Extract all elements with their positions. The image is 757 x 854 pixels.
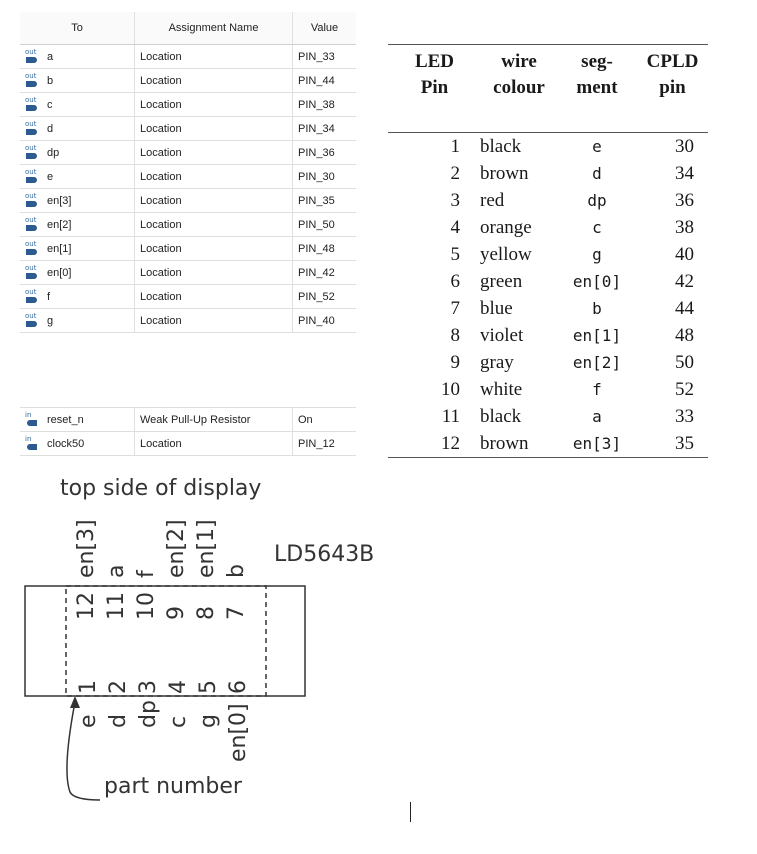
cell-assignment-name[interactable]: Location [135, 261, 293, 285]
cell-to[interactable] [20, 189, 135, 213]
bottom-pin-number: 4 [166, 680, 191, 694]
pin-out-icon: out [25, 98, 41, 112]
signal-name: c [47, 98, 53, 111]
cell-assignment-name[interactable]: Location [135, 213, 293, 237]
signal-name: en[0] [47, 266, 72, 279]
cell-segment: d [592, 164, 602, 183]
header-value[interactable]: Value [293, 12, 357, 45]
cell-segment: dp [587, 191, 607, 210]
cell-cpld-pin: 33 [675, 405, 694, 427]
cell-to[interactable] [20, 117, 135, 141]
cell-wire-colour: white [480, 378, 523, 400]
pin-out-icon: out [25, 122, 41, 136]
led-mapping-table [388, 44, 708, 458]
led-row [388, 241, 708, 268]
cell-cpld-pin: 42 [675, 270, 694, 292]
cell-value[interactable]: PIN_36 [293, 141, 357, 165]
cell-wire-colour: black [480, 405, 522, 427]
cell-value[interactable]: PIN_33 [293, 45, 357, 69]
cell-led-pin: 4 [450, 216, 460, 238]
led-row [388, 187, 708, 214]
assignment-row[interactable] [20, 237, 356, 261]
assignment-row[interactable] [20, 165, 356, 189]
display-body-outline [25, 586, 305, 696]
cell-segment: b [592, 299, 602, 318]
cell-led-pin: 8 [450, 324, 460, 346]
cell-cpld-pin: 44 [675, 297, 694, 319]
cell-cpld-pin: 38 [675, 216, 694, 238]
cell-value[interactable]: On [293, 408, 357, 432]
pin-out-icon: out [25, 146, 41, 160]
cell-led-pin: 10 [441, 378, 460, 400]
cell-segment: c [592, 218, 602, 237]
cell-assignment-name[interactable]: Location [135, 45, 293, 69]
cell-wire-colour: brown [480, 162, 529, 184]
cell-led-pin: 2 [450, 162, 460, 184]
cell-assignment-name[interactable]: Location [135, 309, 293, 333]
signal-name: a [47, 50, 54, 63]
pin-in-icon: in [25, 437, 41, 451]
part-number-label: part number [104, 774, 242, 799]
top-pin-number: 11 [104, 592, 129, 620]
cell-assignment-name[interactable]: Location [135, 237, 293, 261]
assignment-row[interactable] [20, 408, 356, 432]
cell-value[interactable]: PIN_34 [293, 117, 357, 141]
cell-led-pin: 1 [450, 135, 460, 157]
assignment-header-row [20, 12, 356, 45]
cell-wire-colour: gray [480, 351, 514, 373]
cell-assignment-name[interactable]: Location [135, 189, 293, 213]
cell-segment: en[1] [572, 326, 622, 345]
cell-cpld-pin: 36 [675, 189, 694, 211]
cell-assignment-name[interactable]: Location [135, 117, 293, 141]
cell-assignment-name[interactable]: Location [135, 165, 293, 189]
cell-led-pin: 11 [441, 405, 460, 427]
cell-value[interactable]: PIN_30 [293, 165, 357, 189]
bottom-pin-number: 3 [136, 680, 161, 694]
cell-segment: en[2] [572, 353, 622, 372]
assignment-row[interactable] [20, 213, 356, 237]
header-led-pin-line1: LED [414, 51, 455, 72]
text-cursor [410, 802, 411, 822]
pin-in-icon: in [25, 413, 41, 427]
assignment-row[interactable] [20, 93, 356, 117]
bottom-pin-number: 2 [106, 680, 131, 694]
led-row [388, 295, 708, 322]
bottom-pin-signal: dp [136, 700, 161, 728]
assignment-row[interactable] [20, 69, 356, 93]
cell-assignment-name[interactable]: Location [135, 93, 293, 117]
cell-to[interactable] [20, 45, 135, 69]
header-cpld-pin [636, 45, 708, 133]
cell-assignment-name[interactable]: Location [135, 285, 293, 309]
empty-rows [20, 333, 356, 408]
led-rows [388, 133, 708, 458]
cell-segment: a [592, 407, 602, 426]
top-pin-number: 8 [194, 606, 219, 620]
assignment-row[interactable] [20, 189, 356, 213]
header-cpld-line2: pin [659, 77, 686, 98]
bottom-pin-number: 6 [226, 680, 251, 694]
bottom-pin-signal: en[0] [226, 703, 251, 762]
cell-wire-colour: green [480, 270, 523, 292]
pin-out-icon: out [25, 266, 41, 280]
assignment-row[interactable] [20, 117, 356, 141]
cell-to[interactable] [20, 309, 135, 333]
pin-out-icon: out [25, 218, 41, 232]
pin-out-icon: out [25, 74, 41, 88]
part-number-arrowhead [70, 696, 80, 708]
signal-name: d [47, 122, 54, 135]
cell-wire-colour: red [480, 189, 505, 211]
assignment-row[interactable] [20, 309, 356, 333]
cell-wire-colour: yellow [480, 243, 532, 265]
signal-name: e [47, 170, 54, 183]
signal-name: en[2] [47, 218, 72, 231]
part-label: LD5643B [274, 542, 375, 567]
led-row [388, 403, 708, 430]
led-row [388, 376, 708, 403]
assignment-row[interactable] [20, 432, 356, 456]
cell-segment: en[3] [572, 434, 622, 453]
led-header-row [388, 45, 708, 133]
header-assignment-name[interactable]: Assignment Name [135, 12, 293, 45]
led-row [388, 160, 708, 187]
cell-to[interactable] [20, 141, 135, 165]
top-pin-signal: en[3] [74, 519, 99, 578]
cell-value[interactable]: PIN_52 [293, 285, 357, 309]
cell-segment: e [592, 137, 602, 156]
pin-out-icon: out [25, 242, 41, 256]
cell-value[interactable]: PIN_12 [293, 432, 357, 456]
header-led-pin-line2: Pin [420, 77, 449, 98]
top-pin-number: 9 [164, 606, 189, 620]
cell-assignment-name[interactable]: Weak Pull-Up Resistor [135, 408, 293, 432]
cell-wire-colour: violet [480, 324, 524, 346]
led-row [388, 430, 708, 458]
assignment-row[interactable] [20, 285, 356, 309]
cell-value[interactable]: PIN_42 [293, 261, 357, 285]
bottom-pin-signal: c [166, 715, 191, 728]
top-pin-number: 12 [74, 592, 99, 620]
signal-name: b [47, 74, 54, 87]
cell-wire-colour: brown [480, 432, 529, 454]
cell-led-pin: 3 [450, 189, 460, 211]
header-cpld-line1: CPLD [646, 51, 699, 72]
led-row [388, 322, 708, 349]
cell-assignment-name[interactable]: Location [135, 432, 293, 456]
cell-led-pin: 6 [450, 270, 460, 292]
cell-led-pin: 9 [450, 351, 460, 373]
pin-out-icon: out [25, 290, 41, 304]
cell-led-pin: 7 [450, 297, 460, 319]
header-led-pin [388, 45, 480, 133]
top-pin-signal: en[2] [164, 519, 189, 578]
cell-wire-colour: blue [480, 297, 513, 319]
signal-name: reset_n [47, 413, 84, 426]
pin-out-icon: out [25, 50, 41, 64]
cell-segment: en[0] [572, 272, 622, 291]
display-pinout-diagram [0, 470, 420, 820]
header-colour-line2: colour [493, 77, 545, 98]
signal-name: en[3] [47, 194, 72, 207]
top-pin-number: 10 [134, 592, 159, 620]
signal-name: dp [47, 146, 60, 159]
signal-name: clock50 [47, 437, 85, 450]
cell-value[interactable]: PIN_44 [293, 69, 357, 93]
header-wire-colour [480, 45, 558, 133]
cell-cpld-pin: 50 [675, 351, 694, 373]
header-segment [558, 45, 636, 133]
cell-led-pin: 5 [450, 243, 460, 265]
cell-wire-colour: orange [480, 216, 532, 238]
bottom-pin-signal: g [196, 714, 221, 728]
cell-to[interactable] [20, 237, 135, 261]
signal-name: en[1] [47, 242, 72, 255]
assignment-row[interactable] [20, 261, 356, 285]
empty-cell [20, 333, 356, 408]
cell-value[interactable]: PIN_40 [293, 309, 357, 333]
signal-name: f [47, 290, 51, 303]
cell-value[interactable]: PIN_50 [293, 213, 357, 237]
header-segment-line2: ment [576, 77, 618, 98]
cell-to[interactable] [20, 432, 135, 456]
led-row [388, 133, 708, 161]
bottom-pin-signal: d [106, 714, 131, 728]
pin-assignment-table [20, 12, 356, 456]
cell-cpld-pin: 40 [675, 243, 694, 265]
signal-name: g [47, 314, 54, 327]
top-pin-signal: f [134, 570, 159, 578]
assignment-row[interactable] [20, 141, 356, 165]
cell-segment: g [592, 245, 602, 264]
cell-to[interactable] [20, 408, 135, 432]
cell-cpld-pin: 48 [675, 324, 694, 346]
cell-to[interactable] [20, 261, 135, 285]
cell-segment: f [592, 380, 602, 399]
pin-out-icon: out [25, 314, 41, 328]
cell-value[interactable]: PIN_35 [293, 189, 357, 213]
cell-to[interactable] [20, 213, 135, 237]
assignment-row[interactable] [20, 45, 356, 69]
pin-out-icon: out [25, 194, 41, 208]
led-row [388, 268, 708, 295]
cell-to[interactable] [20, 285, 135, 309]
cell-wire-colour: black [480, 135, 522, 157]
cell-to[interactable] [20, 69, 135, 93]
bottom-pin-number: 5 [196, 680, 221, 694]
led-row [388, 349, 708, 376]
bottom-pin-signal: e [76, 714, 101, 728]
top-pin-signal: a [104, 564, 129, 578]
cell-to[interactable] [20, 165, 135, 189]
cell-assignment-name[interactable]: Location [135, 141, 293, 165]
cell-cpld-pin: 52 [675, 378, 694, 400]
assignment-rows [20, 45, 356, 456]
top-pin-signal: en[1] [194, 519, 219, 578]
cell-value[interactable]: PIN_38 [293, 93, 357, 117]
cell-cpld-pin: 35 [675, 432, 694, 454]
cell-to[interactable] [20, 93, 135, 117]
header-segment-line1: seg- [581, 51, 613, 72]
cell-led-pin: 12 [441, 432, 460, 454]
led-row [388, 214, 708, 241]
cell-cpld-pin: 30 [675, 135, 694, 157]
cell-assignment-name[interactable]: Location [135, 69, 293, 93]
top-pin-number: 7 [224, 606, 249, 620]
top-pin-signal: b [224, 564, 249, 578]
cell-cpld-pin: 34 [675, 162, 694, 184]
cell-value[interactable]: PIN_48 [293, 237, 357, 261]
bottom-pin-number: 1 [76, 680, 101, 694]
pin-out-icon: out [25, 170, 41, 184]
header-colour-line1: wire [501, 51, 537, 72]
header-to[interactable]: To [20, 12, 135, 45]
diagram-title: top side of display [60, 476, 262, 501]
